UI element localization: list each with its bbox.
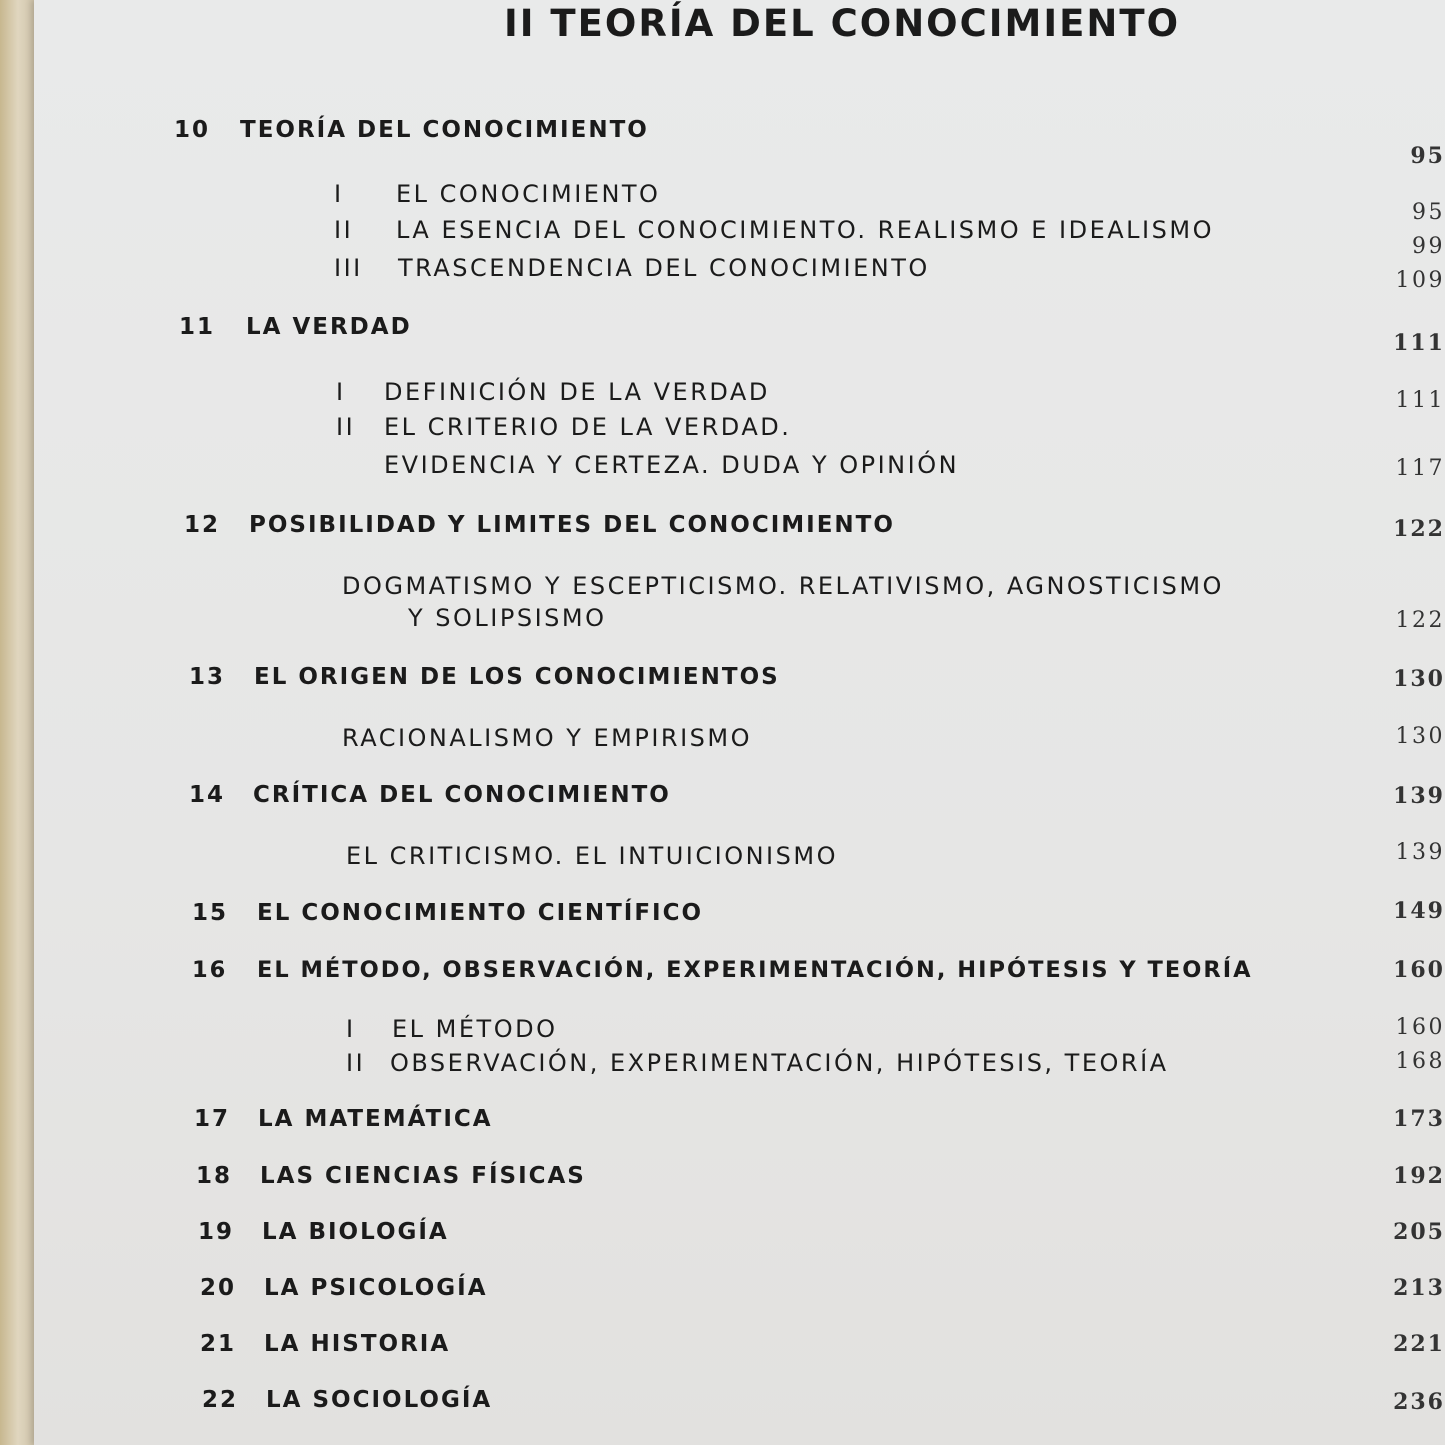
section-title: EL CONOCIMIENTO	[396, 180, 661, 208]
page-number: 192	[1393, 1163, 1445, 1189]
chapter-number: 16	[192, 957, 228, 983]
page-number: 95	[1410, 143, 1445, 169]
page-number: 117	[1395, 456, 1445, 481]
section-title: EL CRITERIO DE LA VERDAD.	[384, 413, 792, 441]
section-number: I	[336, 378, 346, 406]
chapter-number: 22	[202, 1387, 239, 1413]
page-number: 139	[1393, 783, 1445, 809]
section-title: LA ESENCIA DEL CONOCIMIENTO. REALISMO E IDEALISMO	[396, 216, 1214, 244]
chapter-title: CRÍTICA DEL CONOCIMIENTO	[253, 782, 671, 808]
chapter-number: 19	[198, 1219, 235, 1245]
chapter-title: EL MÉTODO, OBSERVACIÓN, EXPERIMENTACIÓN, HIPÓTESIS Y TEORÍA	[257, 957, 1253, 983]
section-number: III	[334, 254, 363, 282]
page-number: 221	[1393, 1331, 1445, 1357]
page-number: 168	[1395, 1049, 1445, 1074]
section-title: EL CRITICISMO. EL INTUICIONISMO	[346, 842, 838, 870]
chapter-title: LA MATEMÁTICA	[258, 1106, 493, 1132]
section-title: DOGMATISMO Y ESCEPTICISMO. RELATIVISMO, AGNOSTICISMO	[342, 572, 1224, 600]
chapter-number: 11	[179, 314, 216, 340]
chapter-title: LA PSICOLOGÍA	[264, 1275, 488, 1301]
page-number: 130	[1395, 724, 1445, 749]
chapter-title: LA HISTORIA	[264, 1331, 451, 1357]
page-number: 111	[1395, 388, 1445, 413]
section-title: OBSERVACIÓN, EXPERIMENTACIÓN, HIPÓTESIS, TEORÍA	[390, 1049, 1169, 1077]
chapter-number: 18	[196, 1163, 233, 1189]
chapter-title: TEORÍA DEL CONOCIMIENTO	[240, 117, 649, 143]
page-number: 99	[1412, 234, 1445, 259]
chapter-number: 20	[200, 1275, 237, 1301]
page-number: 205	[1393, 1219, 1445, 1245]
page-number: 160	[1395, 1015, 1445, 1040]
section-number: II	[334, 216, 354, 244]
chapter-title: LA VERDAD	[246, 314, 412, 340]
page-number: 236	[1393, 1389, 1445, 1415]
chapter-title: LA SOCIOLOGÍA	[266, 1387, 493, 1413]
section-title: RACIONALISMO Y EMPIRISMO	[342, 724, 753, 752]
section-title: EVIDENCIA Y CERTEZA. DUDA Y OPINIÓN	[384, 451, 960, 479]
page-number: 173	[1393, 1106, 1445, 1132]
chapter-title: LAS CIENCIAS FÍSICAS	[260, 1163, 586, 1189]
chapter-number: 17	[194, 1106, 231, 1132]
section-number: II	[336, 413, 356, 441]
chapter-number: 21	[200, 1331, 237, 1357]
page-number: 122	[1393, 516, 1445, 542]
section-title: Y SOLIPSISMO	[408, 604, 607, 632]
page-number: 95	[1412, 200, 1445, 225]
chapter-title: LA BIOLOGÍA	[262, 1219, 449, 1245]
page-number: 122	[1395, 608, 1445, 633]
chapter-number: 15	[192, 900, 229, 926]
book-page	[34, 0, 1445, 1445]
chapter-title: EL CONOCIMIENTO CIENTÍFICO	[257, 900, 704, 926]
chapter-number: 13	[189, 664, 226, 690]
chapter-title: POSIBILIDAD Y LIMITES DEL CONOCIMIENTO	[249, 512, 895, 538]
chapter-number: 10	[174, 117, 211, 143]
section-title: TRASCENDENCIA DEL CONOCIMIENTO	[398, 254, 930, 282]
section-number: I	[334, 180, 344, 208]
page-number: 109	[1395, 268, 1445, 293]
page-number: 149	[1393, 898, 1445, 924]
page-number: 160	[1393, 957, 1445, 983]
chapter-number: 12	[184, 512, 221, 538]
page-number: 139	[1395, 840, 1445, 865]
page-number: 111	[1393, 330, 1445, 356]
section-number: I	[346, 1015, 356, 1043]
section-title: EL MÉTODO	[392, 1015, 558, 1043]
page-number: 213	[1393, 1275, 1445, 1301]
section-title: DEFINICIÓN DE LA VERDAD	[384, 378, 770, 406]
page-number: 130	[1393, 666, 1445, 692]
chapter-title: EL ORIGEN DE LOS CONOCIMIENTOS	[254, 664, 780, 690]
chapter-number: 14	[189, 782, 226, 808]
section-number: II	[346, 1049, 366, 1077]
part-title: II TEORÍA DEL CONOCIMIENTO	[504, 2, 1181, 45]
